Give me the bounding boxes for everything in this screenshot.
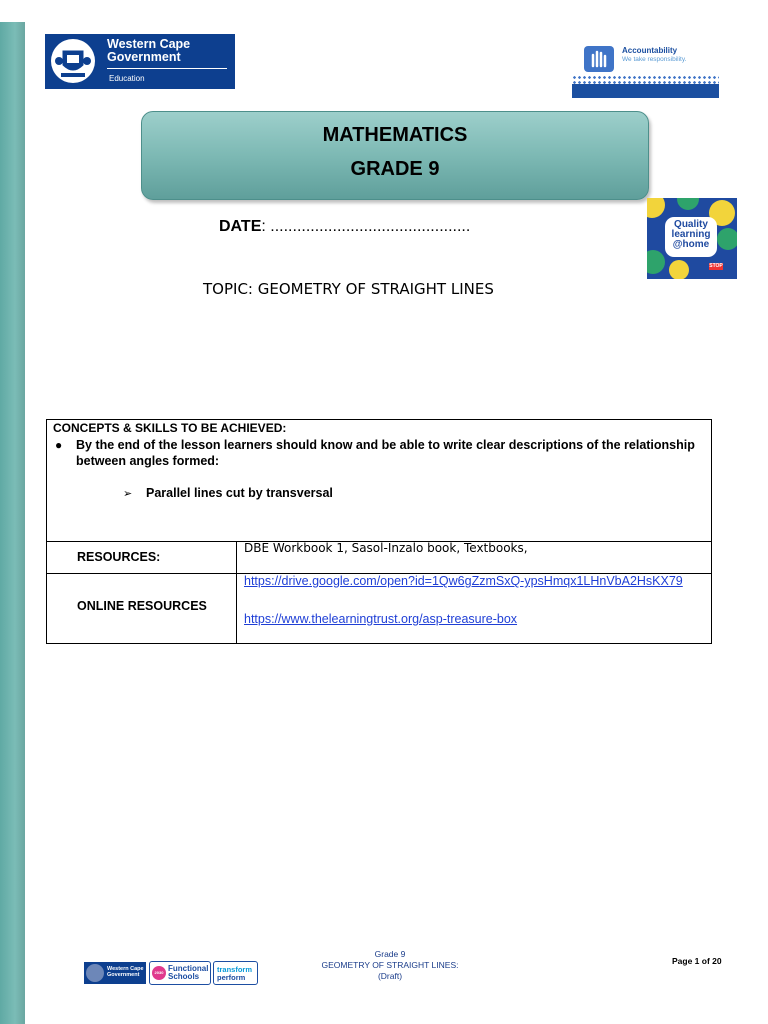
transform-perform-logo <box>213 961 258 985</box>
concepts-bullet-text: By the end of the lesson learners should know and be able to write clear descriptions of the relationship between angles formed: <box>76 438 695 468</box>
date-line <box>219 218 470 236</box>
subject-title: MATHEMATICS <box>322 124 468 146</box>
date-value: : ............................................. <box>261 218 471 235</box>
functional-schools-logo <box>149 961 211 985</box>
footer-logo-line1: Western Cape <box>107 966 144 972</box>
ql-line1: Quality <box>674 219 708 230</box>
side-accent-bar <box>0 22 25 1024</box>
quality-learning-badge <box>647 198 737 279</box>
badge-blob <box>669 260 689 279</box>
coat-of-arms-icon <box>49 37 97 85</box>
footer-topic: GEOMETRY OF STRAIGHT LINES: <box>321 960 459 970</box>
lesson-info-table <box>46 419 712 644</box>
badge-title: Accountability <box>622 46 678 55</box>
footer-wcg-logo <box>84 962 146 984</box>
functional-schools-icon: 2030 <box>152 966 166 980</box>
grade-title: GRADE 9 <box>350 158 440 180</box>
logo-name <box>107 38 190 64</box>
concepts-heading: CONCEPTS & SKILLS TO BE ACHIEVED: <box>53 421 287 435</box>
arrow-bullet-icon: ➢ <box>123 488 133 500</box>
concepts-cell <box>47 420 711 542</box>
mini-crest-icon <box>86 964 104 982</box>
logo-line1: Western Cape <box>107 37 191 51</box>
date-label: DATE <box>219 218 262 235</box>
learning-trust-link[interactable]: https://www.thelearningtrust.org/asp-treasure-box <box>244 612 518 626</box>
footer-logos <box>84 961 258 985</box>
ql-line3: @home <box>672 239 710 250</box>
footer-logo-text <box>107 966 144 978</box>
badge-blob <box>647 250 665 274</box>
bullet-icon: ● <box>55 438 63 452</box>
page-number: Page 1 of 20 <box>672 956 722 966</box>
functional-line1: Functional <box>168 964 209 973</box>
footer-logo-line2: Government <box>107 972 140 978</box>
logo-dept: Education <box>109 74 145 83</box>
stop-sign: STOP <box>709 263 723 269</box>
resources-value: DBE Workbook 1, Sasol-Inzalo book, Textbooks, <box>244 541 528 555</box>
table-column-divider <box>236 541 237 643</box>
badge-dots <box>572 75 719 84</box>
footer-center-text <box>300 949 480 982</box>
functional-line2: Schools <box>168 972 200 981</box>
badge-blob <box>647 198 665 218</box>
hand-icon <box>584 46 614 72</box>
google-drive-link[interactable]: https://drive.google.com/open?id=1Qw6gZzmSxQ-ypsHmqx1LHnVbA2HsKX79 <box>244 574 683 588</box>
badge-blob <box>717 228 737 250</box>
transform-perform-text <box>217 966 252 981</box>
wcg-logo <box>45 34 235 89</box>
perform-line: perform <box>217 972 246 982</box>
logo-line2: Government <box>107 50 181 64</box>
concepts-sub-item: Parallel lines cut by transversal <box>146 486 333 500</box>
transform-line: transform <box>217 965 253 974</box>
footer-grade: Grade 9 <box>374 949 406 959</box>
title-box <box>141 111 649 200</box>
badge-blob <box>677 198 699 210</box>
footer-draft: (Draft) <box>377 971 403 981</box>
online-resources-label: ONLINE RESOURCES <box>77 599 207 613</box>
resources-label: RESOURCES: <box>77 550 161 564</box>
ql-line2: learning <box>671 229 711 240</box>
badge-subtitle: We take responsibility. <box>622 56 687 63</box>
badge-footer <box>572 84 719 98</box>
quality-learning-text <box>665 217 717 257</box>
functional-schools-text <box>168 965 208 981</box>
accountability-badge <box>572 44 719 98</box>
footer-program-logos <box>149 961 295 985</box>
online-resources-row <box>47 574 711 643</box>
topic-heading: TOPIC: GEOMETRY OF STRAIGHT LINES <box>203 280 494 298</box>
resources-row <box>47 541 711 574</box>
logo-divider <box>107 68 227 69</box>
